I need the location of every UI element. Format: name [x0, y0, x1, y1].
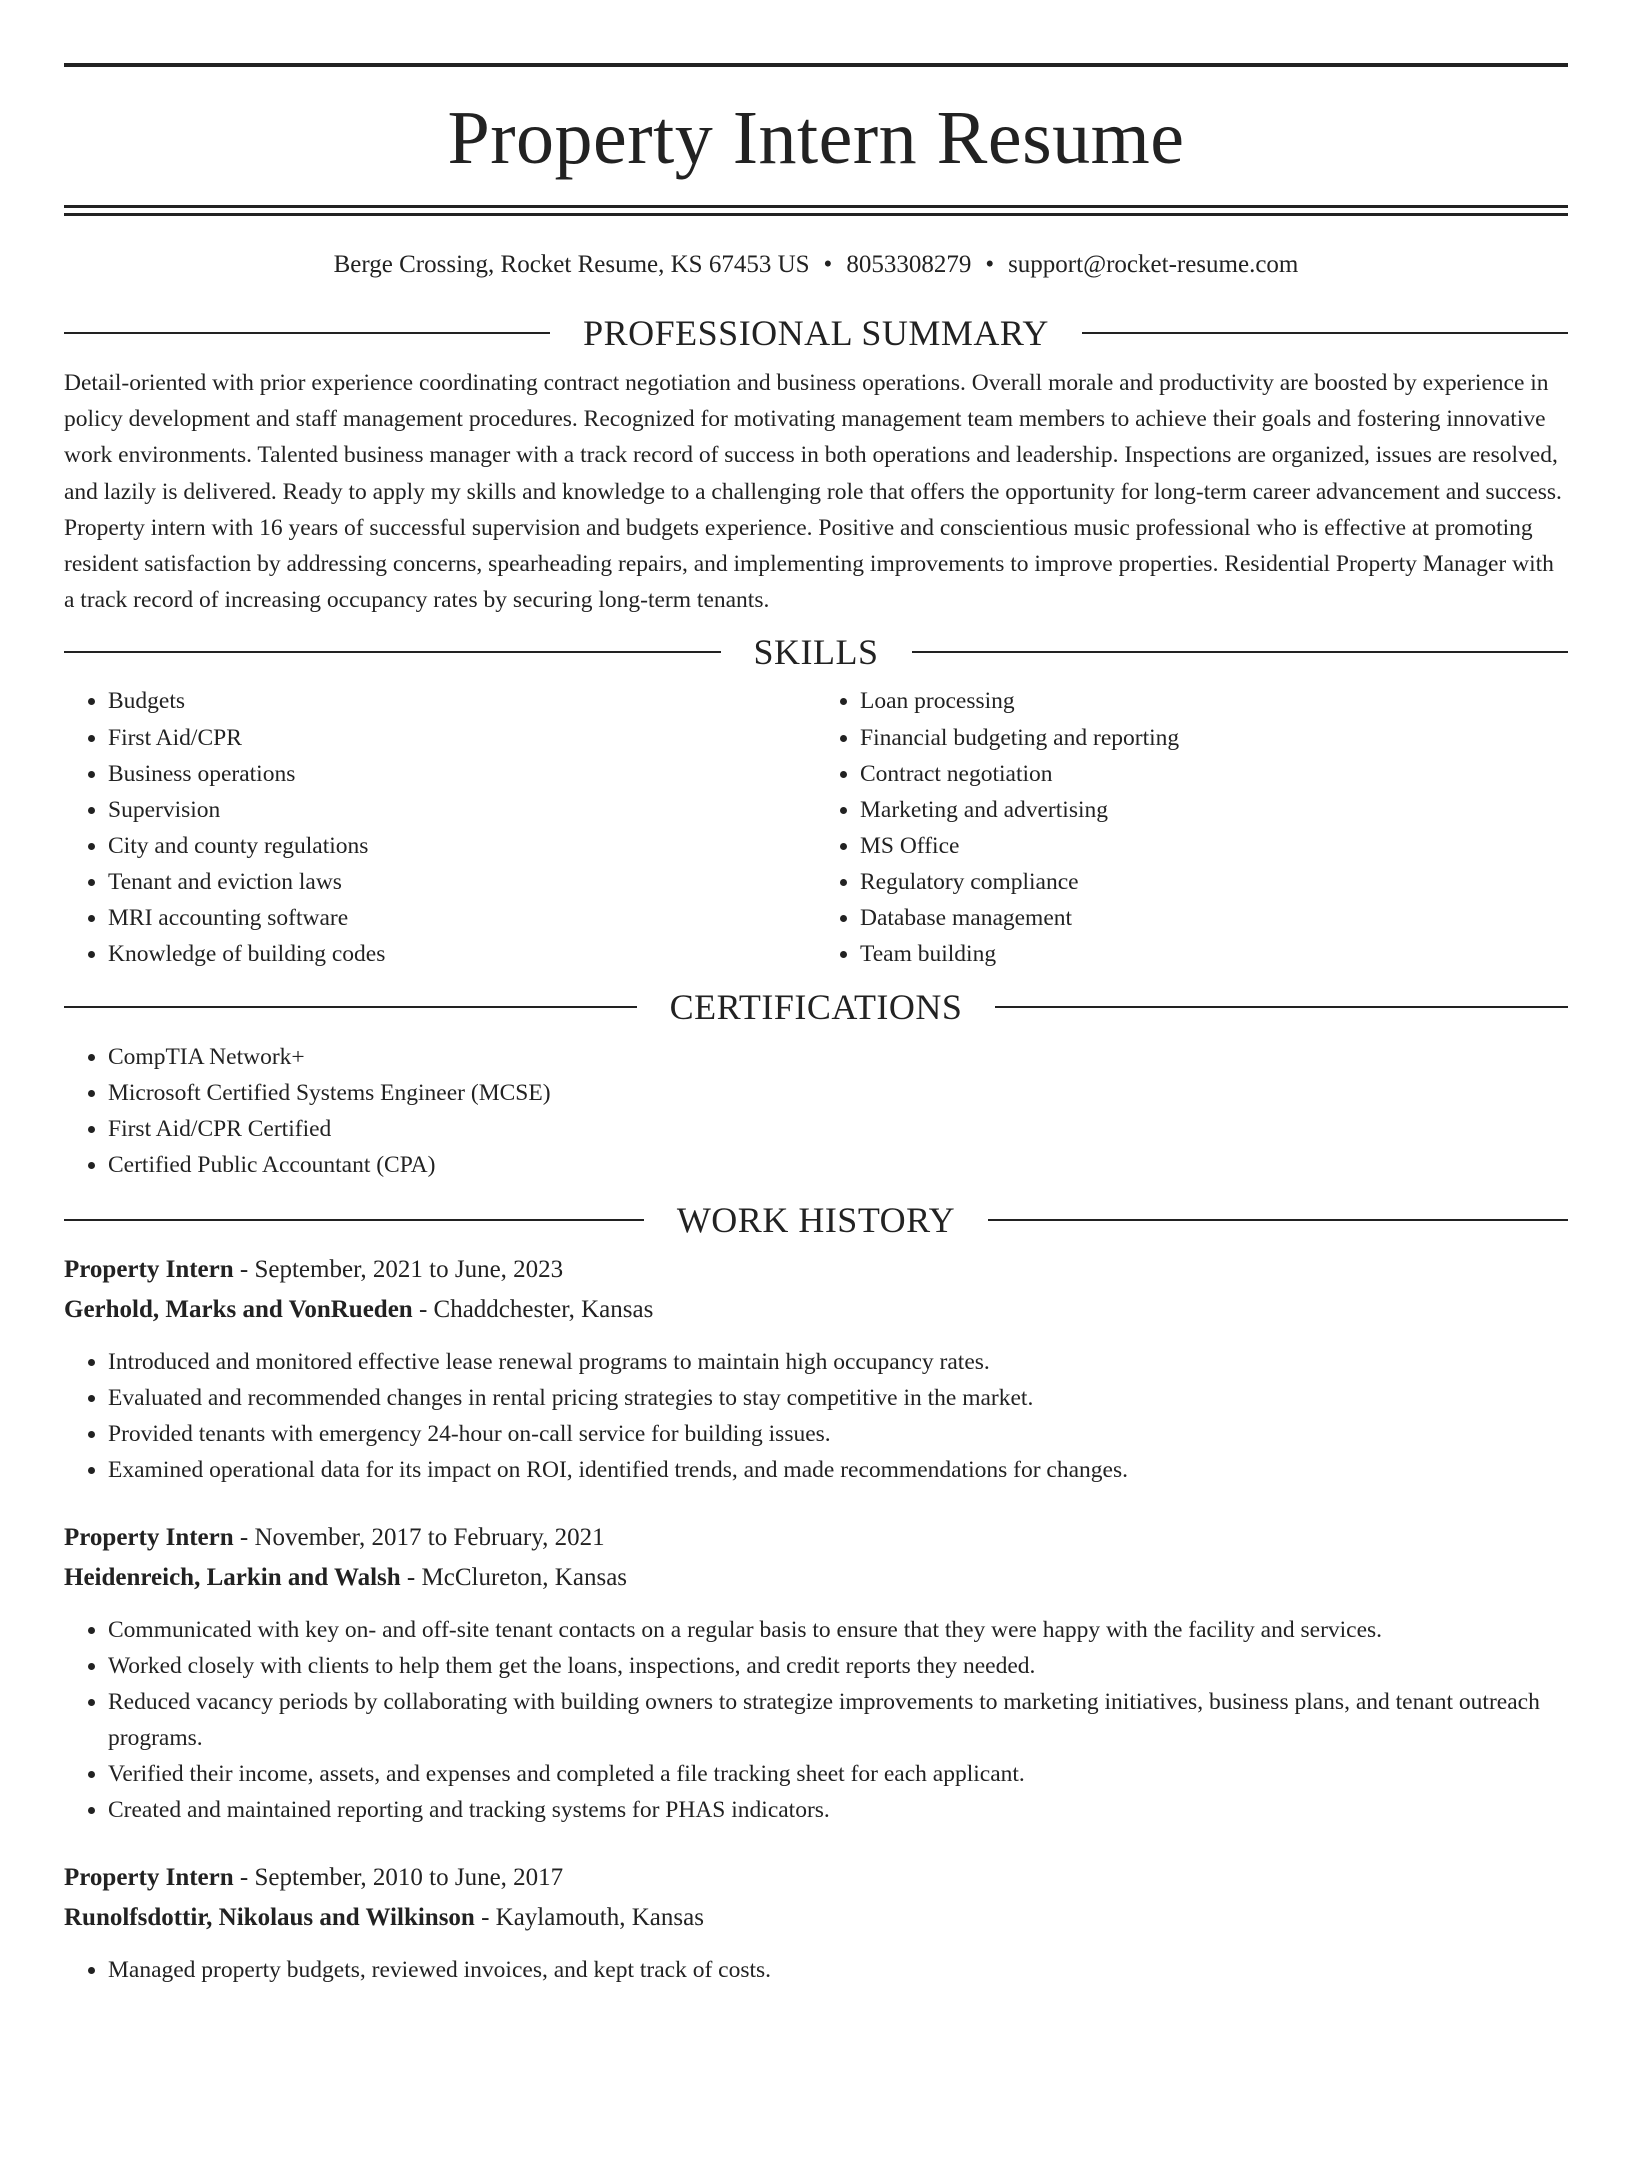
summary-text: Detail-oriented with prior experience coordinating contract negotiation and business operations. Overall morale and productivity are boosted by experience in policy development and staff management procedures. Recognized for motivating management team members to achieve their goals and fostering innovative work environments. Talented business manager with a track record of success in both operations and leadership. Inspections are organized, issues are resolved, and lazily is delivered. Ready to apply my skills and knowledge to a challenging role that offers the opportunity for long-term career advancement and success. Property intern with 16 years of successful supervision and budgets experience. Positive and conscientious music professional who is effective at promoting resident satisfaction by addressing concerns, spearheading repairs, and implementing improvements to improve properties. Residential Property Manager with a track record of increasing occupancy rates by securing long-term tenants.: [64, 370, 1562, 614]
job-company: Heidenreich, Larkin and Walsh: [64, 1563, 401, 1591]
job-company-line: [64, 1898, 1568, 1938]
job-title: Property Intern: [64, 1523, 234, 1551]
job-entry: [64, 1250, 1568, 1488]
skill-item: • First Aid/CPR: [108, 720, 816, 756]
phone: 8053308279: [846, 251, 972, 278]
job-bullet: • Verified their income, assets, and expenses and completed a file tracking sheet for each applicant.: [108, 1756, 1568, 1792]
resume-title: Property Intern Resume: [447, 96, 1185, 180]
skill-item: • Financial budgeting and reporting: [860, 720, 1568, 756]
certifications-header: [64, 987, 1568, 1028]
skill-item: • City and county regulations: [108, 828, 816, 864]
job-location: - Kaylamouth, Kansas: [474, 1904, 704, 1932]
contact-line: [64, 248, 1568, 282]
resume-page: [0, 63, 1632, 2175]
divider-line: [1082, 332, 1568, 334]
top-rule: [64, 63, 1568, 67]
job-bullet: • Worked closely with clients to help them get the loans, inspections, and credit reports they needed.: [108, 1648, 1568, 1684]
skill-item: • Marketing and advertising: [860, 792, 1568, 828]
divider-line: [64, 1219, 644, 1221]
address: Berge Crossing, Rocket Resume, KS 67453 US: [333, 251, 810, 278]
job-bullets: [64, 1344, 1568, 1488]
job-company: Gerhold, Marks and VonRueden: [64, 1295, 413, 1323]
section-title: CERTIFICATIONS: [669, 987, 963, 1028]
skill-item: • Budgets: [108, 683, 816, 719]
certification-item: • First Aid/CPR Certified: [108, 1111, 1568, 1147]
job-dates: - September, 2010 to June, 2017: [233, 1864, 564, 1892]
job-bullet: • Created and maintained reporting and tracking systems for PHAS indicators.: [108, 1792, 1568, 1828]
job-entry: [64, 1858, 1568, 1988]
skills-header: [64, 632, 1568, 673]
separator-dot: •: [823, 251, 833, 278]
divider-line: [912, 651, 1569, 653]
skill-item: • Team building: [860, 936, 1568, 972]
certification-item: • Microsoft Certified Systems Engineer (MCSE): [108, 1075, 1568, 1111]
job-title-line: [64, 1518, 1568, 1558]
skills-list-right: [816, 683, 1568, 972]
skill-item: • Regulatory compliance: [860, 864, 1568, 900]
skill-item: • Business operations: [108, 756, 816, 792]
job-bullet: • Introduced and monitored effective lease renewal programs to maintain high occupancy rates.: [108, 1344, 1568, 1380]
section-title: SKILLS: [753, 632, 879, 673]
job-bullet: • Reduced vacancy periods by collaborating with building owners to strategize improvements to marketing initiatives, business plans, and tenant outreach programs.: [108, 1684, 1568, 1756]
email-link[interactable]: support@rocket-resume.com: [1008, 251, 1299, 278]
job-title-line: [64, 1250, 1568, 1290]
job-bullet: • Evaluated and recommended changes in rental pricing strategies to stay competitive in the market.: [108, 1380, 1568, 1416]
section-title: PROFESSIONAL SUMMARY: [583, 313, 1049, 353]
skill-item: • Loan processing: [860, 683, 1568, 719]
job-company-line: [64, 1558, 1568, 1598]
job-bullet: • Provided tenants with emergency 24-hour on-call service for building issues.: [108, 1416, 1568, 1452]
divider-line: [995, 1006, 1568, 1008]
skill-item: • Contract negotiation: [860, 756, 1568, 792]
title-double-rule: [64, 205, 1568, 216]
skill-item: • Supervision: [108, 792, 816, 828]
divider-line: [64, 651, 721, 653]
work-history-header: [64, 1199, 1568, 1240]
job-bullet: • Communicated with key on- and off-site tenant contacts on a regular basis to ensure that they were happy with the facility and services.: [108, 1612, 1568, 1648]
skills-columns: [64, 683, 1568, 972]
job-dates: - September, 2021 to June, 2023: [233, 1255, 564, 1283]
job-company-line: [64, 1290, 1568, 1330]
skill-item: • Tenant and eviction laws: [108, 864, 816, 900]
job-title: Property Intern: [64, 1255, 234, 1283]
skill-item: • MS Office: [860, 828, 1568, 864]
divider-line: [64, 1006, 637, 1008]
job-entry: [64, 1518, 1568, 1829]
skill-item: • MRI accounting software: [108, 900, 816, 936]
job-company: Runolfsdottir, Nikolaus and Wilkinson: [64, 1904, 475, 1932]
certifications-list: [64, 1039, 1568, 1183]
skill-item: • Knowledge of building codes: [108, 936, 816, 972]
job-location: - McClureton, Kansas: [400, 1563, 628, 1591]
job-location: - Chaddchester, Kansas: [412, 1295, 654, 1323]
job-bullet: • Examined operational data for its impact on ROI, identified trends, and made recommendations for changes.: [108, 1452, 1568, 1488]
divider-line: [988, 1219, 1568, 1221]
job-dates: - November, 2017 to February, 2021: [233, 1523, 605, 1551]
divider-line: [64, 332, 550, 334]
separator-dot: •: [985, 251, 995, 278]
job-title-line: [64, 1858, 1568, 1898]
skills-list-left: [64, 683, 816, 972]
summary-header: [64, 315, 1568, 351]
job-title: Property Intern: [64, 1864, 234, 1892]
job-bullet: • Managed property budgets, reviewed invoices, and kept track of costs.: [108, 1952, 1568, 1988]
skill-item: • Database management: [860, 900, 1568, 936]
section-title: WORK HISTORY: [676, 1199, 956, 1240]
certification-item: • Certified Public Accountant (CPA): [108, 1147, 1568, 1183]
job-bullets: [64, 1952, 1568, 1988]
job-bullets: [64, 1612, 1568, 1829]
certification-item: • CompTIA Network+: [108, 1039, 1568, 1075]
